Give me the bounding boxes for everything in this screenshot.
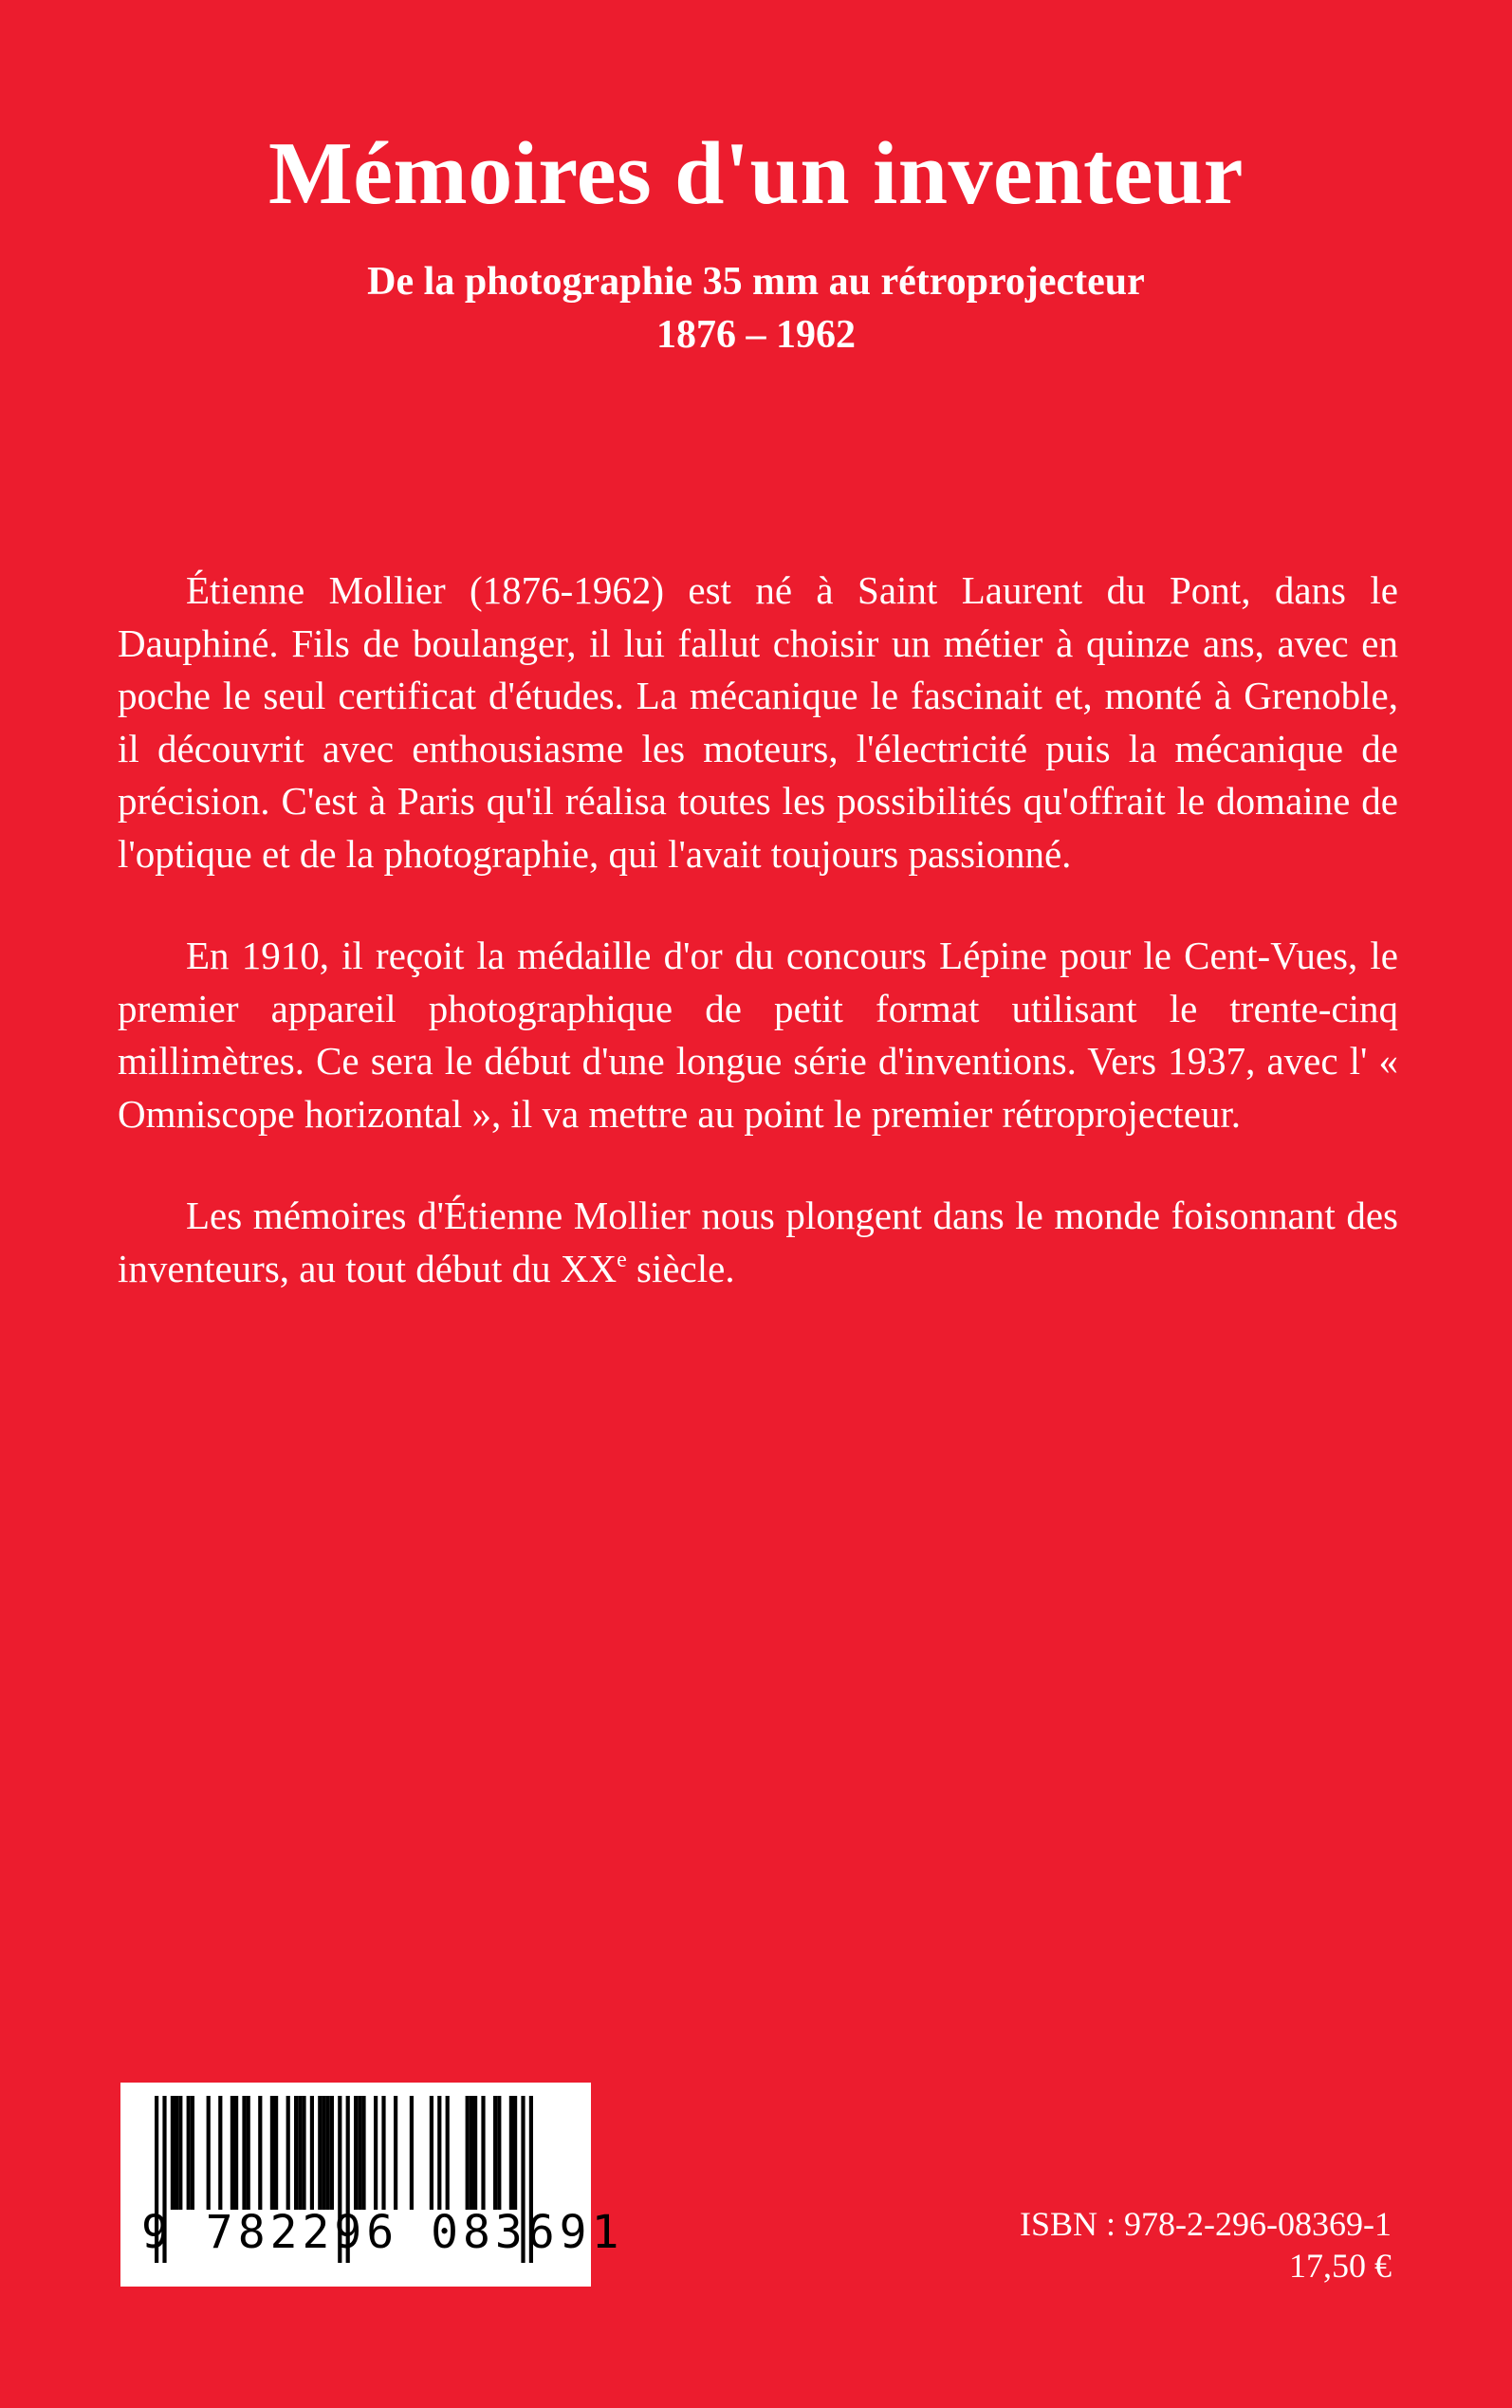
isbn-label: ISBN : 978-2-296-08369-1 [1020, 2205, 1392, 2243]
barcode-bar [207, 2096, 211, 2210]
barcode-bar [394, 2096, 397, 2210]
barcode-bar [513, 2096, 517, 2210]
book-dates: 1876 – 1962 [656, 313, 856, 357]
barcode-bar [178, 2096, 182, 2210]
barcode-bar [466, 2096, 470, 2210]
barcode-bar [230, 2096, 234, 2210]
blurb [118, 565, 1398, 1344]
barcode-bar [242, 2096, 246, 2210]
barcode-bar [493, 2096, 497, 2210]
barcode-digits: 9 782296 083691 [141, 2206, 624, 2259]
barcode-bar [509, 2096, 513, 2210]
barcode-bar [175, 2096, 178, 2210]
barcode-bar [298, 2096, 302, 2210]
book-subtitle: De la photographie 35 mm au rétroprojecteur [367, 260, 1145, 304]
blurb-paragraph-1: Étienne Mollier (1876-1962) est né à Saint Laurent du Pont, dans le Dauphiné. Fils de boulanger, il lui fallut choisir un métier à quinze ans, avec en poche le seul certificat d'études. La mécanique le fascinait et, monté à Grenoble, il découvrit avec enthousiasme les moteurs, l'électricité puis la mécanique de précision. C'est à Paris qu'il réalisa toutes les possibilités qu'offrait le domaine de l'optique et de la photographie, qui l'avait toujours passionné. [118, 568, 1398, 876]
barcode-bar [294, 2096, 298, 2210]
blurb-paragraph-2: En 1910, il reçoit la médaille d'or du concours Lépine pour le Cent-Vues, le premier appareil photographique de petit format utilisant le trente-cinq millimètres. Ce sera le début d'une longue série d'inventions. Vers 1937, avec l' « Omniscope horizontal », il va mettre au point le premier rétroprojecteur. [118, 934, 1398, 1136]
barcode-bar [310, 2096, 314, 2210]
book-title: Mémoires d'un inventeur [267, 124, 1245, 223]
barcode-bar [258, 2096, 262, 2210]
barcode-bar [302, 2096, 305, 2210]
barcode-bar [218, 2096, 222, 2210]
barcode-bar [191, 2096, 194, 2210]
barcode-bar [473, 2096, 477, 2210]
barcode-bar [361, 2096, 365, 2210]
barcode-bar [247, 2096, 250, 2210]
barcode-bar [481, 2096, 485, 2210]
barcode-bar [470, 2096, 473, 2210]
barcode-bar [410, 2096, 414, 2210]
barcode-bar [270, 2096, 274, 2210]
barcode-bar [274, 2096, 278, 2210]
blurb-paragraph-3-end: siècle. [626, 1246, 735, 1290]
barcode-bar [318, 2096, 322, 2210]
barcode-bar [497, 2096, 501, 2210]
barcode-bar [446, 2096, 450, 2210]
barcode-bar [326, 2096, 330, 2210]
barcode [120, 2083, 624, 2287]
barcode-bar [330, 2096, 334, 2210]
barcode-bar [286, 2096, 290, 2210]
barcode-bar [322, 2096, 325, 2210]
barcode-bar [358, 2096, 361, 2210]
barcode-bar [354, 2096, 358, 2210]
blurb-paragraph-3 [118, 1190, 1398, 1295]
barcode-bar [171, 2096, 175, 2210]
blurb-paragraph-3-text: Les mémoires d'Étienne Mollier nous plongent dans le monde foisonnant des inventeurs, au tout début du XX [118, 1194, 1398, 1290]
century-superscript: e [617, 1247, 627, 1272]
barcode-bar [437, 2096, 441, 2210]
barcode-bar [374, 2096, 378, 2210]
price-label: 17,50 € [1289, 2247, 1392, 2285]
barcode-bar [187, 2096, 191, 2210]
barcode-bar [381, 2096, 385, 2210]
barcode-bar [430, 2096, 433, 2210]
barcode-bar [234, 2096, 238, 2210]
